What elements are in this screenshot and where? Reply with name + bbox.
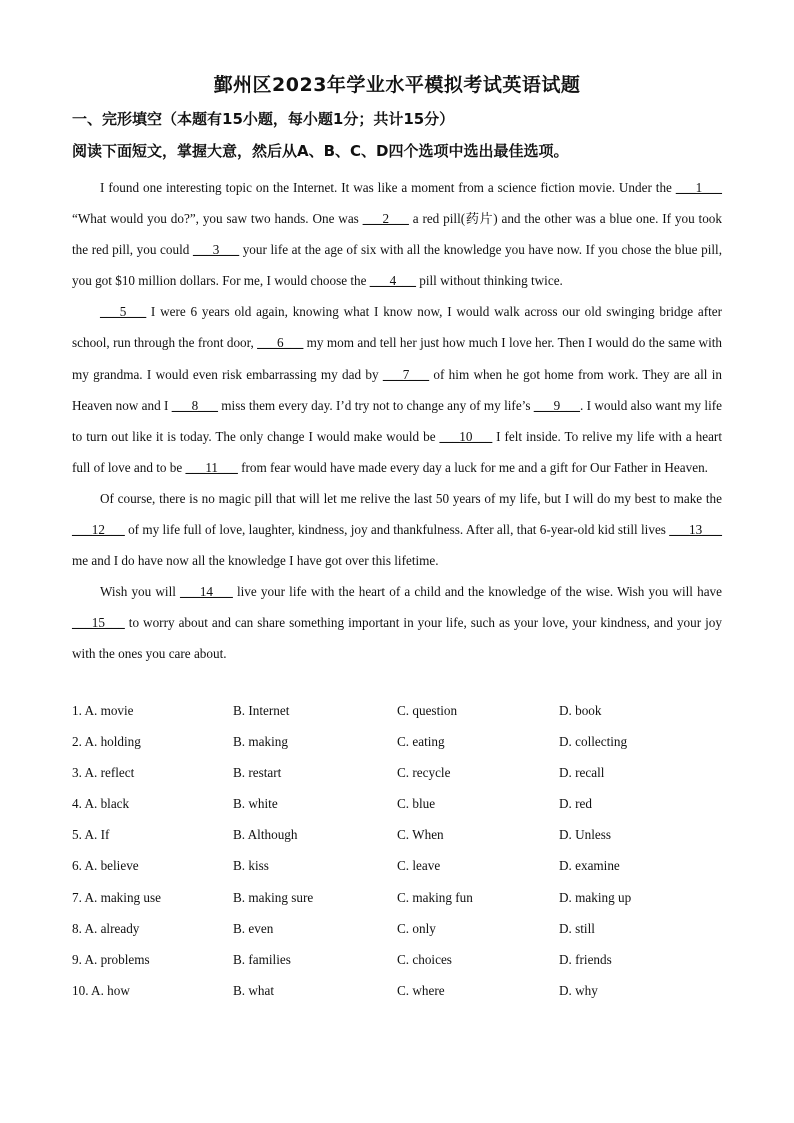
passage-text: a red pill(药片) and the other was a blue one. If you took the red pill, you could <box>72 211 722 258</box>
option-d: D. why <box>559 982 598 998</box>
blank-8: ___8___ <box>171 397 218 413</box>
blank-12: ___12___ <box>72 522 125 538</box>
option-a: 2. A. holding <box>72 734 141 750</box>
passage-paragraph-4 <box>72 576 722 669</box>
option-c: C. choices <box>397 951 452 967</box>
option-a: 8. A. already <box>72 920 140 936</box>
option-row <box>72 949 722 980</box>
passage-text: I found one interesting topic on the Internet. It was like a moment from a science fiction movie. Under the <box>100 180 676 195</box>
option-c: C. When <box>397 827 444 843</box>
option-row <box>72 887 722 918</box>
option-a: 5. A. If <box>72 827 110 843</box>
option-d: D. still <box>559 920 595 936</box>
blank-15: ___15___ <box>72 615 125 631</box>
passage-text: “What would you do?”, you saw two hands. One was <box>72 211 363 227</box>
option-c: C. only <box>397 920 436 936</box>
passage-text: Of course, there is no magic pill that will let me relive the last 50 years of my life, but I will do my best to make the <box>100 490 722 506</box>
option-c: C. blue <box>397 796 436 812</box>
option-b: B. families <box>233 951 291 967</box>
option-row <box>72 918 722 949</box>
blank-7: ___7___ <box>382 366 430 382</box>
passage-text: I were 6 years old again, knowing what I know now, I would walk across our old swinging bridge after school, run through the front door, <box>72 304 722 351</box>
passage-paragraph-1 <box>72 172 722 296</box>
section-instruction: 阅读下面短文，掌握大意，然后从A、B、C、D四个选项中选出最佳选项。 <box>72 142 569 160</box>
option-c: C. recycle <box>397 765 451 781</box>
option-d: D. red <box>559 796 592 812</box>
option-row <box>72 855 722 886</box>
passage-text: of him when he got home from work. They are all in Heaven now and I <box>72 366 722 413</box>
passage-text: of my life full of love, laughter, kindness, joy and thankfulness. After all, that 6-year-old kid still lives <box>124 522 670 538</box>
blank-14: ___14___ <box>180 584 233 600</box>
option-a: 1. A. movie <box>72 703 134 718</box>
passage-text: . I would also want my life to turn out like it is today. The only change I would make would be <box>72 397 722 444</box>
option-row <box>72 824 722 855</box>
blank-1: ___1___ <box>675 180 722 195</box>
option-d: D. making up <box>559 889 632 905</box>
option-b: B. even <box>233 920 274 936</box>
blank-9: ___9___ <box>533 397 580 413</box>
passage-paragraph-2 <box>72 296 722 483</box>
cloze-passage <box>72 172 722 670</box>
passage-text: miss them every day. I’d try not to change any of my life’s <box>217 397 534 413</box>
blank-5: ___5___ <box>100 304 147 320</box>
option-a: 6. A. believe <box>72 858 139 874</box>
option-b: B. making <box>233 734 288 750</box>
option-a: 10. A. how <box>72 982 130 998</box>
option-a: 7. A. making use <box>72 889 162 905</box>
option-a: 3. A. reflect <box>72 765 135 781</box>
option-d: D. collecting <box>559 734 628 750</box>
option-row <box>72 700 722 731</box>
option-c: C. question <box>397 703 458 718</box>
passage-text: Wish you will <box>100 584 181 600</box>
blank-4: ___4___ <box>369 273 416 289</box>
passage-text: your life at the age of six with all the knowledge you have now. If you chose the blue pill, you got $10 million dollars. For me, I would choose the <box>72 242 722 289</box>
blank-13: ___13___ <box>669 522 722 538</box>
option-d: D. Unless <box>559 827 612 843</box>
option-d: D. recall <box>559 765 605 781</box>
option-b: B. restart <box>233 765 282 781</box>
blank-11: ___11___ <box>185 459 238 475</box>
option-c: C. eating <box>397 734 445 750</box>
option-c: C. where <box>397 982 445 998</box>
passage-paragraph-3 <box>72 483 722 576</box>
option-c: C. making fun <box>397 889 473 905</box>
passage-text: my mom and tell her just how much I love her. Then I would do the same with my grandma. I would even risk embarrassing my dad by <box>72 335 722 382</box>
section-heading: 一、完形填空（本题有15小题，每小题1分；共计15分） <box>72 110 455 128</box>
option-row <box>72 762 722 793</box>
page-title: 鄞州区2023年学业水平模拟考试英语试题 <box>213 74 581 96</box>
blank-3: ___3___ <box>192 242 240 258</box>
option-row <box>72 793 722 824</box>
option-row <box>72 980 722 1011</box>
option-a: 4. A. black <box>72 796 130 812</box>
blank-6: ___6___ <box>257 335 304 351</box>
passage-text: from fear would have made every day a luck for me and a gift for Our Father in Heaven. <box>237 459 708 475</box>
blank-10: ___10___ <box>439 428 493 444</box>
option-b: B. kiss <box>233 858 269 874</box>
passage-text: me and I do have now all the knowledge I have got over this lifetime. <box>72 553 439 569</box>
option-d: D. friends <box>559 951 612 967</box>
option-d: D. book <box>559 703 602 718</box>
option-b: B. making sure <box>233 889 314 905</box>
option-b: B. Although <box>233 827 298 843</box>
passage-text: pill without thinking twice. <box>415 273 563 289</box>
option-b: B. Internet <box>233 703 290 718</box>
answer-options <box>72 700 722 1011</box>
option-b: B. what <box>233 982 275 998</box>
option-c: C. leave <box>397 858 441 874</box>
blank-2: ___2___ <box>362 211 409 227</box>
option-row <box>72 731 722 762</box>
option-a: 9. A. problems <box>72 951 150 967</box>
option-b: B. white <box>233 796 278 812</box>
passage-text: live your life with the heart of a child and the knowledge of the wise. Wish you will have <box>232 584 723 600</box>
option-d: D. examine <box>559 858 620 874</box>
passage-text: to worry about and can share something important in your life, such as your love, your kindness, and your joy with the ones you care about. <box>72 615 722 662</box>
passage-text: I felt inside. To relive my life with a heart full of love and to be <box>72 428 722 475</box>
